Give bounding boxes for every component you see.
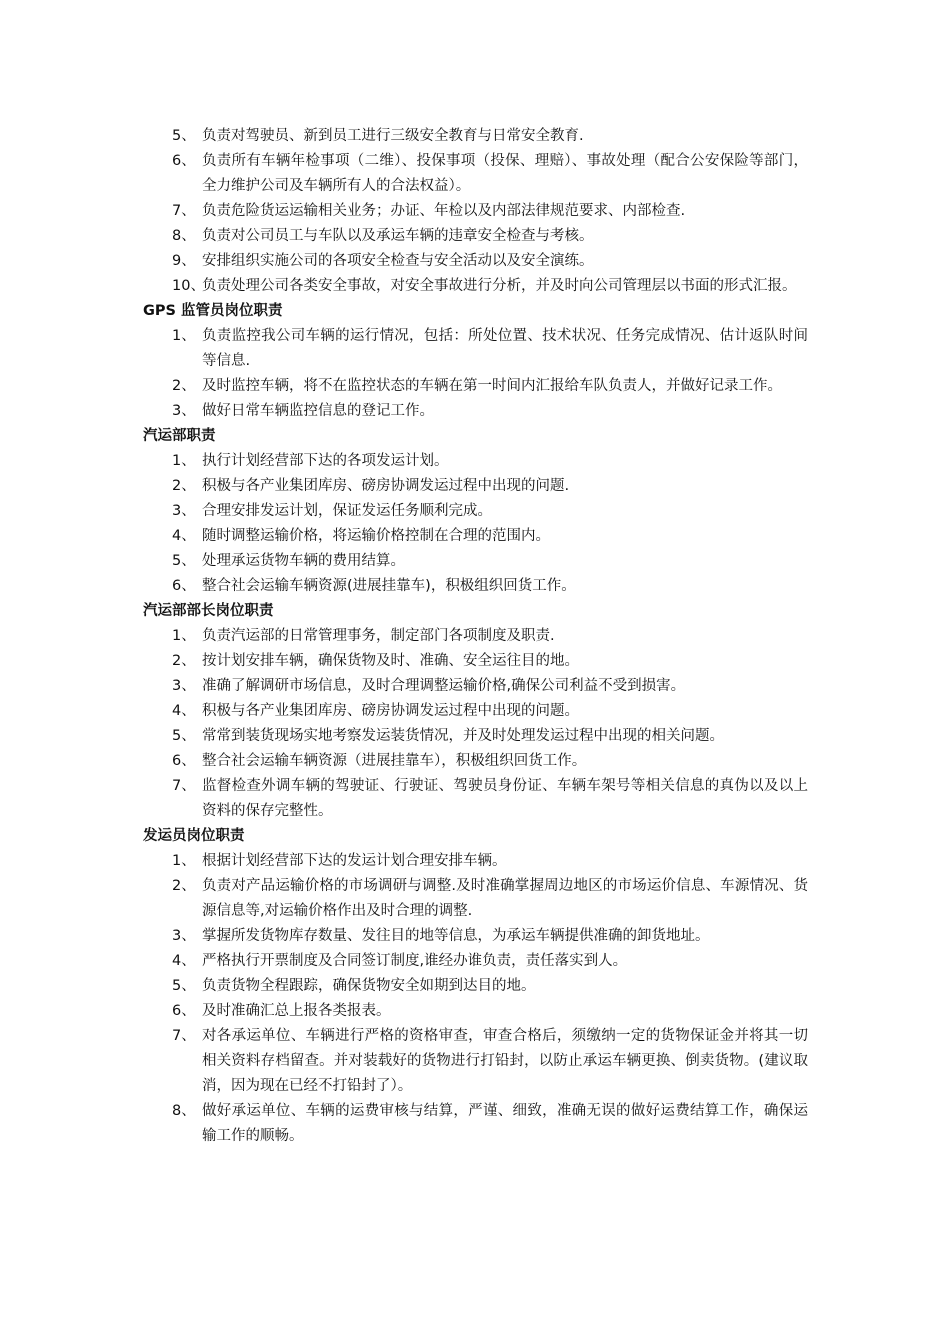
list-item [172,924,808,949]
item-number: 10、 [172,278,205,294]
item-number: 1、 [172,853,196,869]
list-item [172,199,808,224]
list-item [172,774,808,824]
item-number: 3、 [172,403,196,419]
document-body [0,124,950,1149]
item-text: 负责汽运部的日常管理事务，制定部门各项制度及职责. [202,628,555,644]
item-number: 5、 [172,728,196,744]
item-text: 做好日常车辆监控信息的登记工作。 [202,403,434,419]
item-text: 做好承运单位、车辆的运费审核与结算，严谨、细致，准确无误的做好运费结算工作，确保运输工作的顺畅。 [202,1103,808,1144]
item-text: 常常到装货现场实地考察发运装货情况，并及时处理发运过程中出现的相关问题。 [202,728,724,744]
list-item [172,624,808,649]
list-item [172,274,808,299]
item-number: 6、 [172,753,196,769]
item-text: 按计划安排车辆，确保货物及时、准确、安全运往目的地。 [202,653,579,669]
item-text: 对各承运单位、车辆进行严格的资格审查，审查合格后，须缴纳一定的货物保证金并将其一切相关资料存档留查。并对装载好的货物进行打铅封，以防止承运车辆更换、倒卖货物。(建议取消，因为现在已经不打铅封了）。 [202,1028,808,1094]
item-number: 9、 [172,253,196,269]
item-text: 负责处理公司各类安全事故，对安全事故进行分析，并及时向公司管理层以书面的形式汇报。 [202,278,797,294]
item-text: 负责对公司员工与车队以及承运车辆的违章安全检查与考核。 [202,228,594,244]
list-item [172,674,808,699]
item-text: 整合社会运输车辆资源（进展挂靠车），积极组织回货工作。 [202,753,587,769]
item-text: 及时准确汇总上报各类报表。 [202,1003,391,1019]
item-number: 1、 [172,628,196,644]
section-gps-supervisor [0,299,950,424]
section-safety-continued [0,124,950,299]
item-text: 负责危险货运运输相关业务；办证、年检以及内部法律规范要求、内部检查. [202,203,686,219]
section-heading: GPS 监管员岗位职责 [143,303,283,319]
list-item [172,874,808,924]
item-number: 7、 [172,203,196,219]
item-number: 8、 [172,228,196,244]
item-number: 7、 [172,1028,196,1044]
list-item [172,449,808,474]
list-item [172,999,808,1024]
list-item [172,524,808,549]
item-number: 3、 [172,503,196,519]
list-item [172,574,808,599]
item-number: 5、 [172,553,196,569]
item-text: 根据计划经营部下达的发运计划合理安排车辆。 [202,853,507,869]
item-text: 合理安排发运计划，保证发运任务顺利完成。 [202,503,492,519]
item-text: 监督检查外调车辆的驾驶证、行驶证、驾驶员身份证、车辆车架号等相关信息的真伪以及以上资料的保存完整性。 [202,778,808,819]
item-text: 积极与各产业集团库房、磅房协调发运过程中出现的问题. [202,478,570,494]
item-number: 8、 [172,1103,196,1119]
item-number: 6、 [172,153,196,169]
list-item [172,249,808,274]
item-number: 2、 [172,653,196,669]
list-item [172,499,808,524]
list-item [172,649,808,674]
item-text: 及时监控车辆，将不在监控状态的车辆在第一时间内汇报给车队负责人，并做好记录工作。 [202,378,782,394]
item-number: 5、 [172,128,196,144]
item-text: 负责对产品运输价格的市场调研与调整.及时准确掌握周边地区的市场运价信息、车源情况、货源信息等,对运输价格作出及时合理的调整. [202,878,808,919]
list-item [172,699,808,724]
section-transport-dept [0,424,950,599]
section-heading: 汽运部部长岗位职责 [143,603,274,619]
section-heading: 汽运部职责 [143,428,216,444]
list-item [172,549,808,574]
list-item [172,974,808,999]
list-item [172,724,808,749]
item-text: 准确了解调研市场信息，及时合理调整运输价格,确保公司利益不受到损害。 [202,678,686,694]
item-text: 随时调整运输价格，将运输价格控制在合理的范围内。 [202,528,550,544]
item-text: 负责所有车辆年检事项（二维）、投保事项（投保、理赔）、事故处理（配合公安保险等部门，全力维护公司及车辆所有人的合法权益）。 [202,153,808,194]
list-item [172,1099,808,1149]
item-number: 3、 [172,678,196,694]
list-item [172,149,808,199]
list-item [172,749,808,774]
list-item [172,374,808,399]
item-text: 执行计划经营部下达的各项发运计划。 [202,453,449,469]
item-number: 2、 [172,478,196,494]
list-item [172,1024,808,1099]
item-number: 1、 [172,453,196,469]
item-number: 2、 [172,378,196,394]
item-text: 处理承运货物车辆的费用结算。 [202,553,405,569]
item-text: 积极与各产业集团库房、磅房协调发运过程中出现的问题。 [202,703,579,719]
item-number: 5、 [172,978,196,994]
list-item [172,949,808,974]
item-number: 4、 [172,953,196,969]
section-transport-manager [0,599,950,824]
item-text: 安排组织实施公司的各项安全检查与安全活动以及安全演练。 [202,253,594,269]
list-item [172,124,808,149]
item-number: 6、 [172,1003,196,1019]
section-dispatcher [0,824,950,1149]
list-item [172,399,808,424]
list-item [172,324,808,374]
item-number: 7、 [172,778,196,794]
section-heading: 发运员岗位职责 [143,828,245,844]
item-text: 负责货物全程跟踪，确保货物安全如期到达目的地。 [202,978,536,994]
list-item [172,474,808,499]
item-text: 掌握所发货物库存数量、发往目的地等信息，为承运车辆提供准确的卸货地址。 [202,928,710,944]
list-item [172,224,808,249]
item-text: 负责对驾驶员、新到员工进行三级安全教育与日常安全教育. [202,128,584,144]
item-number: 3、 [172,928,196,944]
item-number: 6、 [172,578,196,594]
item-number: 4、 [172,528,196,544]
item-text: 负责监控我公司车辆的运行情况，包括：所处位置、技术状况、任务完成情况、估计返队时间等信息. [202,328,808,369]
item-number: 4、 [172,703,196,719]
item-text: 严格执行开票制度及合同签订制度,谁经办谁负责，责任落实到人。 [202,953,628,969]
list-item [172,849,808,874]
item-number: 1、 [172,328,196,344]
item-number: 2、 [172,878,196,894]
item-text: 整合社会运输车辆资源(进展挂靠车)，积极组织回货工作。 [202,578,576,594]
